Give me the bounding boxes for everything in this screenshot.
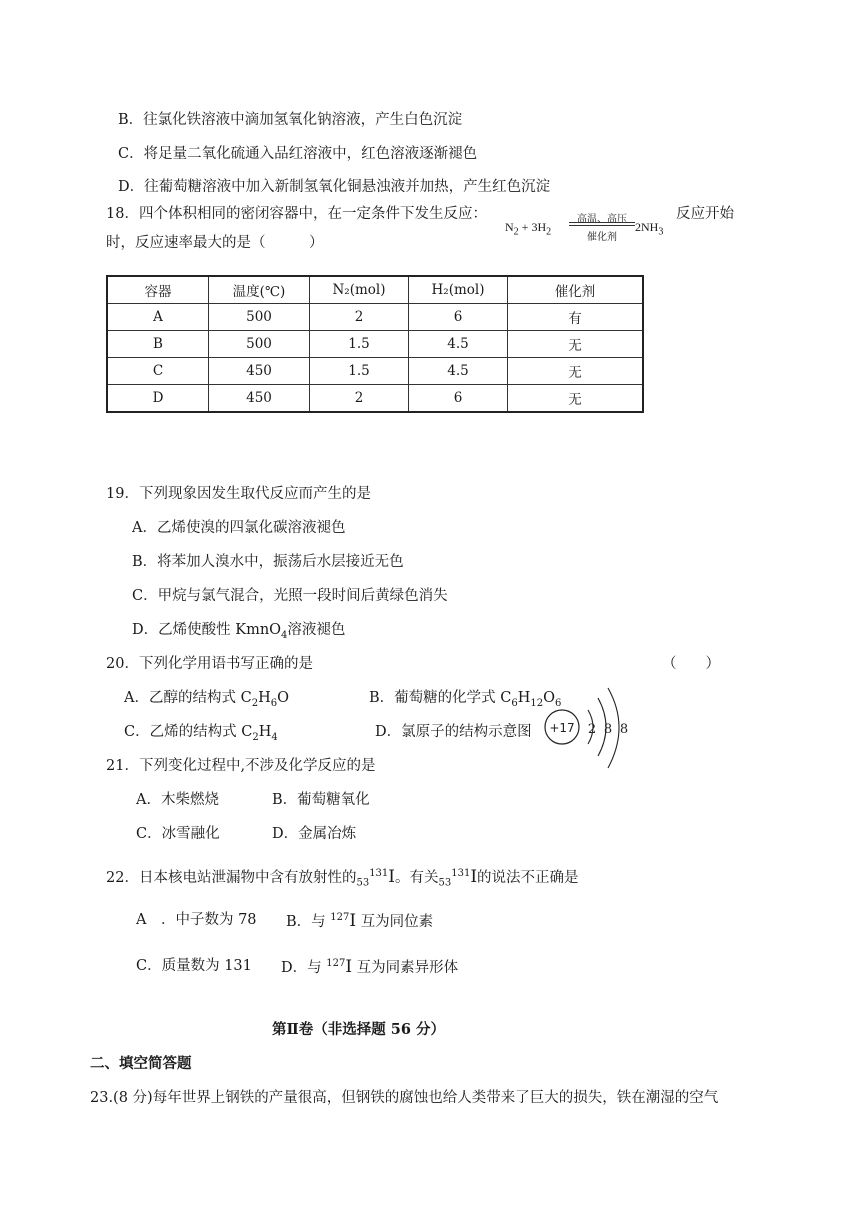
q22-option-c: C．质量数为 131 <box>136 958 252 974</box>
q20-option-b: B．葡萄糖的化学式 $C_6H_{12}O_6$ <box>369 690 562 709</box>
table-header: 容器 <box>107 276 209 304</box>
table-cell: 无 <box>508 385 644 413</box>
table-cell: 2 <box>310 304 409 331</box>
q19-stem: 19．下列现象因发生取代反应而产生的是 <box>106 486 371 502</box>
table-cell: 无 <box>508 331 644 358</box>
table-header: 温度(℃) <box>209 276 310 304</box>
reaction-condition-above: 高温、高压 <box>577 214 627 225</box>
table-cell: 1.5 <box>310 331 409 358</box>
q18-data-table <box>106 275 644 413</box>
table-cell: 450 <box>209 358 310 385</box>
q19-option-b: B．将苯加人溴水中，振荡后水层接近无色 <box>132 554 404 570</box>
q22-option-a: A ．中子数为 78 <box>136 912 257 928</box>
table-cell: 6 <box>409 385 508 413</box>
q18-stem-line1: 18．四个体积相同的密闭容器中，在一定条件下发生反应： <box>106 206 487 222</box>
table-cell: A <box>107 304 209 331</box>
q21-option-a: A．木柴燃烧 <box>136 792 219 808</box>
table-header: N₂(mol) <box>310 276 409 304</box>
nucleus-charge: +17 <box>549 721 575 735</box>
table-cell: 6 <box>409 304 508 331</box>
q20-option-d: D．氯原子的结构示意图 <box>375 724 532 740</box>
table-cell: C <box>107 358 209 385</box>
table-row <box>107 358 643 385</box>
table-cell: 1.5 <box>310 358 409 385</box>
q22-option-d: D．与 $^{127}$I 互为同素异形体 <box>281 956 459 977</box>
q20-answer-paren: （ ） <box>662 656 720 672</box>
q20-stem: 20．下列化学用语书写正确的是 <box>106 656 313 672</box>
q17-option-c: C．将足量二氧化硫通入品红溶液中，红色溶液逐渐褪色 <box>118 146 478 162</box>
reaction-condition-below: 催化剂 <box>587 232 617 243</box>
table-cell: 4.5 <box>409 331 508 358</box>
q21-stem: 21．下列变化过程中,不涉及化学反应的是 <box>106 758 376 774</box>
table-header: 催化剂 <box>508 276 644 304</box>
table-cell: 500 <box>209 331 310 358</box>
table-row <box>107 304 643 331</box>
chlorine-atom-diagram <box>538 682 638 776</box>
q21-option-d: D．金属冶炼 <box>272 826 357 842</box>
q18-stem-tail: 反应开始 <box>676 206 734 222</box>
q21-option-b: B．葡萄糖氧化 <box>272 792 370 808</box>
q17-option-d: D．往葡萄糖溶液中加入新制氢氧化铜悬浊液并加热，产生红色沉淀 <box>118 179 551 195</box>
q18-stem-line2: 时，反应速率最大的是（ ） <box>106 235 324 251</box>
shell-electron-count: 8 <box>619 722 629 737</box>
table-header-row <box>107 276 643 304</box>
table-row <box>107 385 643 413</box>
q22-option-b: B．与 $^{127}$I 互为同位素 <box>286 910 434 931</box>
table-cell: D <box>107 385 209 413</box>
q20-option-c: C．乙烯的结构式 $C_2H_4$ <box>124 724 278 743</box>
q19-option-c: C．甲烷与氯气混合，光照一段时间后黄绿色消失 <box>132 588 448 604</box>
table-cell: 无 <box>508 358 644 385</box>
q22-stem: 22．日本核电站泄漏物中含有放射性的$_{53}^{131}$I。有关$_{53}^{131}$I的说法不正确是 <box>106 866 579 889</box>
table-cell: 500 <box>209 304 310 331</box>
q19-option-d: D．乙烯使酸性 KmnO$_4$溶液褪色 <box>132 622 346 641</box>
table-cell: 有 <box>508 304 644 331</box>
table-row <box>107 331 643 358</box>
section-title: 第Ⅱ卷（非选择题 56 分） <box>272 1021 445 1038</box>
q23-stem: 23.(8 分)每年世界上钢铁的产量很高，但钢铁的腐蚀也给人类带来了巨大的损失，铁在潮湿的空气 <box>90 1090 719 1106</box>
shell-electron-count: 2 <box>587 722 597 737</box>
q21-option-c: C．冰雪融化 <box>136 826 220 842</box>
table-cell: 450 <box>209 385 310 413</box>
table-header: H₂(mol) <box>409 276 508 304</box>
q20-option-a: A．乙醇的结构式 $C_2H_6O$ <box>124 690 289 709</box>
table-cell: 2 <box>310 385 409 413</box>
shell-electron-count: 8 <box>603 722 613 737</box>
q19-option-a: A．乙烯使溴的四氯化碳溶液褪色 <box>132 520 346 536</box>
table-cell: 4.5 <box>409 358 508 385</box>
table-cell: B <box>107 331 209 358</box>
q18-reaction-equation: $N_2 + 3H_2$ 高温、高压 催化剂 $2NH_3$ <box>505 206 695 246</box>
q17-option-b: B．往氯化铁溶液中滴加氢氧化钠溶液，产生白色沉淀 <box>118 112 463 128</box>
section-heading: 二、填空简答题 <box>90 1055 192 1072</box>
